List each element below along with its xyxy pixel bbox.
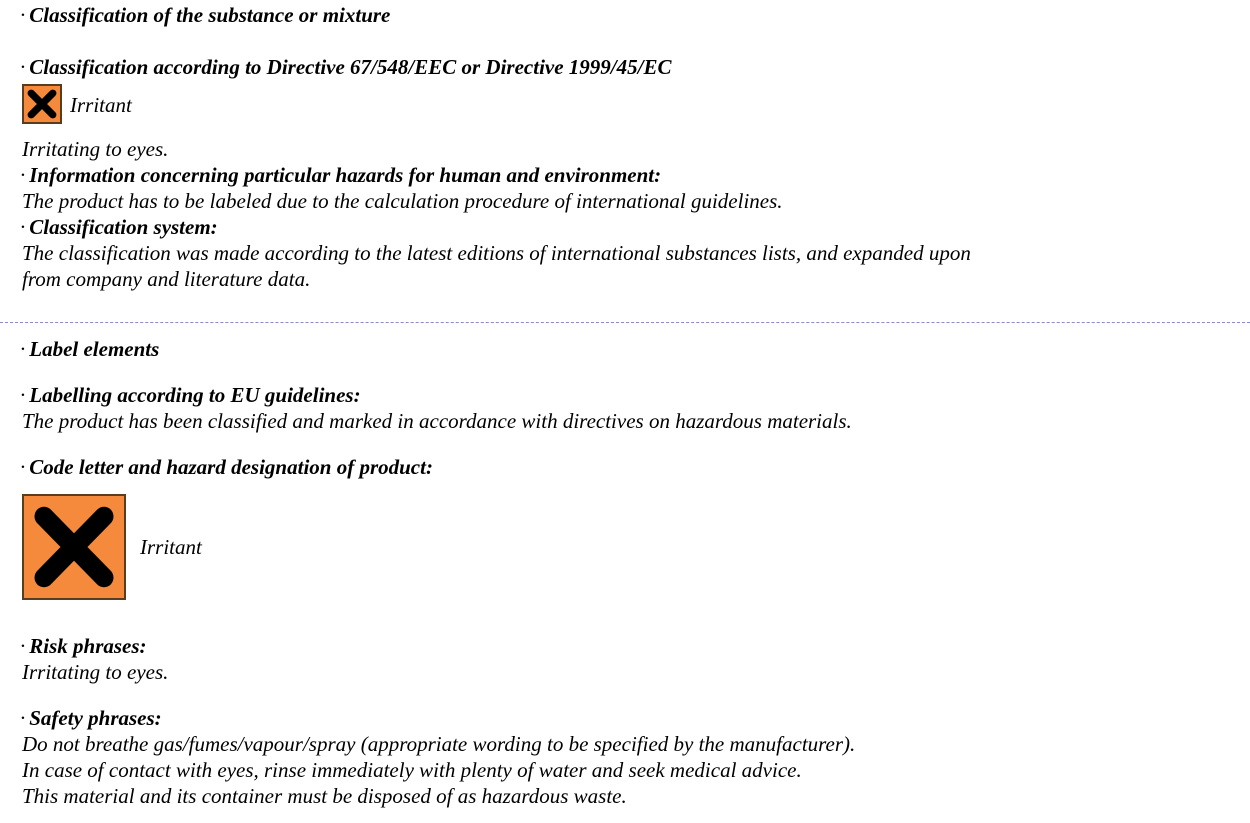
eu-heading-text: Labelling according to EU guidelines: [29, 383, 361, 407]
eu-heading [20, 382, 361, 408]
risk-heading-text: Risk phrases: [29, 634, 147, 658]
irritant-label: Irritant [70, 93, 132, 117]
system-text-line: from company and literature data. [22, 267, 311, 291]
system-heading [20, 214, 218, 240]
code-heading [20, 454, 433, 480]
bullet: · [20, 706, 26, 730]
safety-heading-text: Safety phrases: [29, 706, 162, 730]
code-heading-text: Code letter and hazard designation of product: [29, 455, 433, 479]
system-heading-text: Classification system: [29, 215, 218, 239]
irritant-label: Irritant [140, 535, 202, 559]
classification-heading-text: Classification of the substance or mixture [29, 3, 391, 27]
directive-heading-text: Classification according to Directive 67/548/EEC or Directive 1999/45/EC [29, 55, 672, 79]
directive-heading [20, 54, 671, 80]
hazards-heading [20, 162, 661, 188]
bullet: · [20, 3, 26, 27]
bullet: · [20, 634, 26, 658]
irritant-cross-icon [22, 84, 62, 124]
bullet: · [20, 455, 26, 479]
hazards-heading-text: Information concerning particular hazards for human and environment: [29, 163, 662, 187]
classification-heading [20, 2, 390, 28]
risk-heading [20, 633, 147, 659]
hazards-text: The product has to be labeled due to the calculation procedure of international guidelines. [22, 189, 783, 213]
safety-heading [20, 705, 162, 731]
bullet: · [20, 383, 26, 407]
irritant-cross-icon [22, 494, 126, 600]
safety-text-line: This material and its container must be disposed of as hazardous waste. [22, 784, 627, 808]
bullet: · [20, 55, 26, 79]
section-divider [0, 322, 1250, 323]
bullet: · [20, 337, 26, 361]
bullet: · [20, 163, 26, 187]
bullet: · [20, 215, 26, 239]
safety-text-line: In case of contact with eyes, rinse immediately with plenty of water and seek medical advice. [22, 758, 802, 782]
irritating-eyes-text: Irritating to eyes. [22, 137, 169, 161]
label-elements-heading-text: Label elements [29, 337, 160, 361]
safety-text-line: Do not breathe gas/fumes/vapour/spray (appropriate wording to be specified by the manufacturer). [22, 732, 856, 756]
label-elements-heading [20, 336, 159, 362]
system-text-line: The classification was made according to the latest editions of international substances lists, and expanded upon [22, 241, 971, 265]
eu-text: The product has been classified and marked in accordance with directives on hazardous materials. [22, 409, 852, 433]
risk-text: Irritating to eyes. [22, 660, 169, 684]
